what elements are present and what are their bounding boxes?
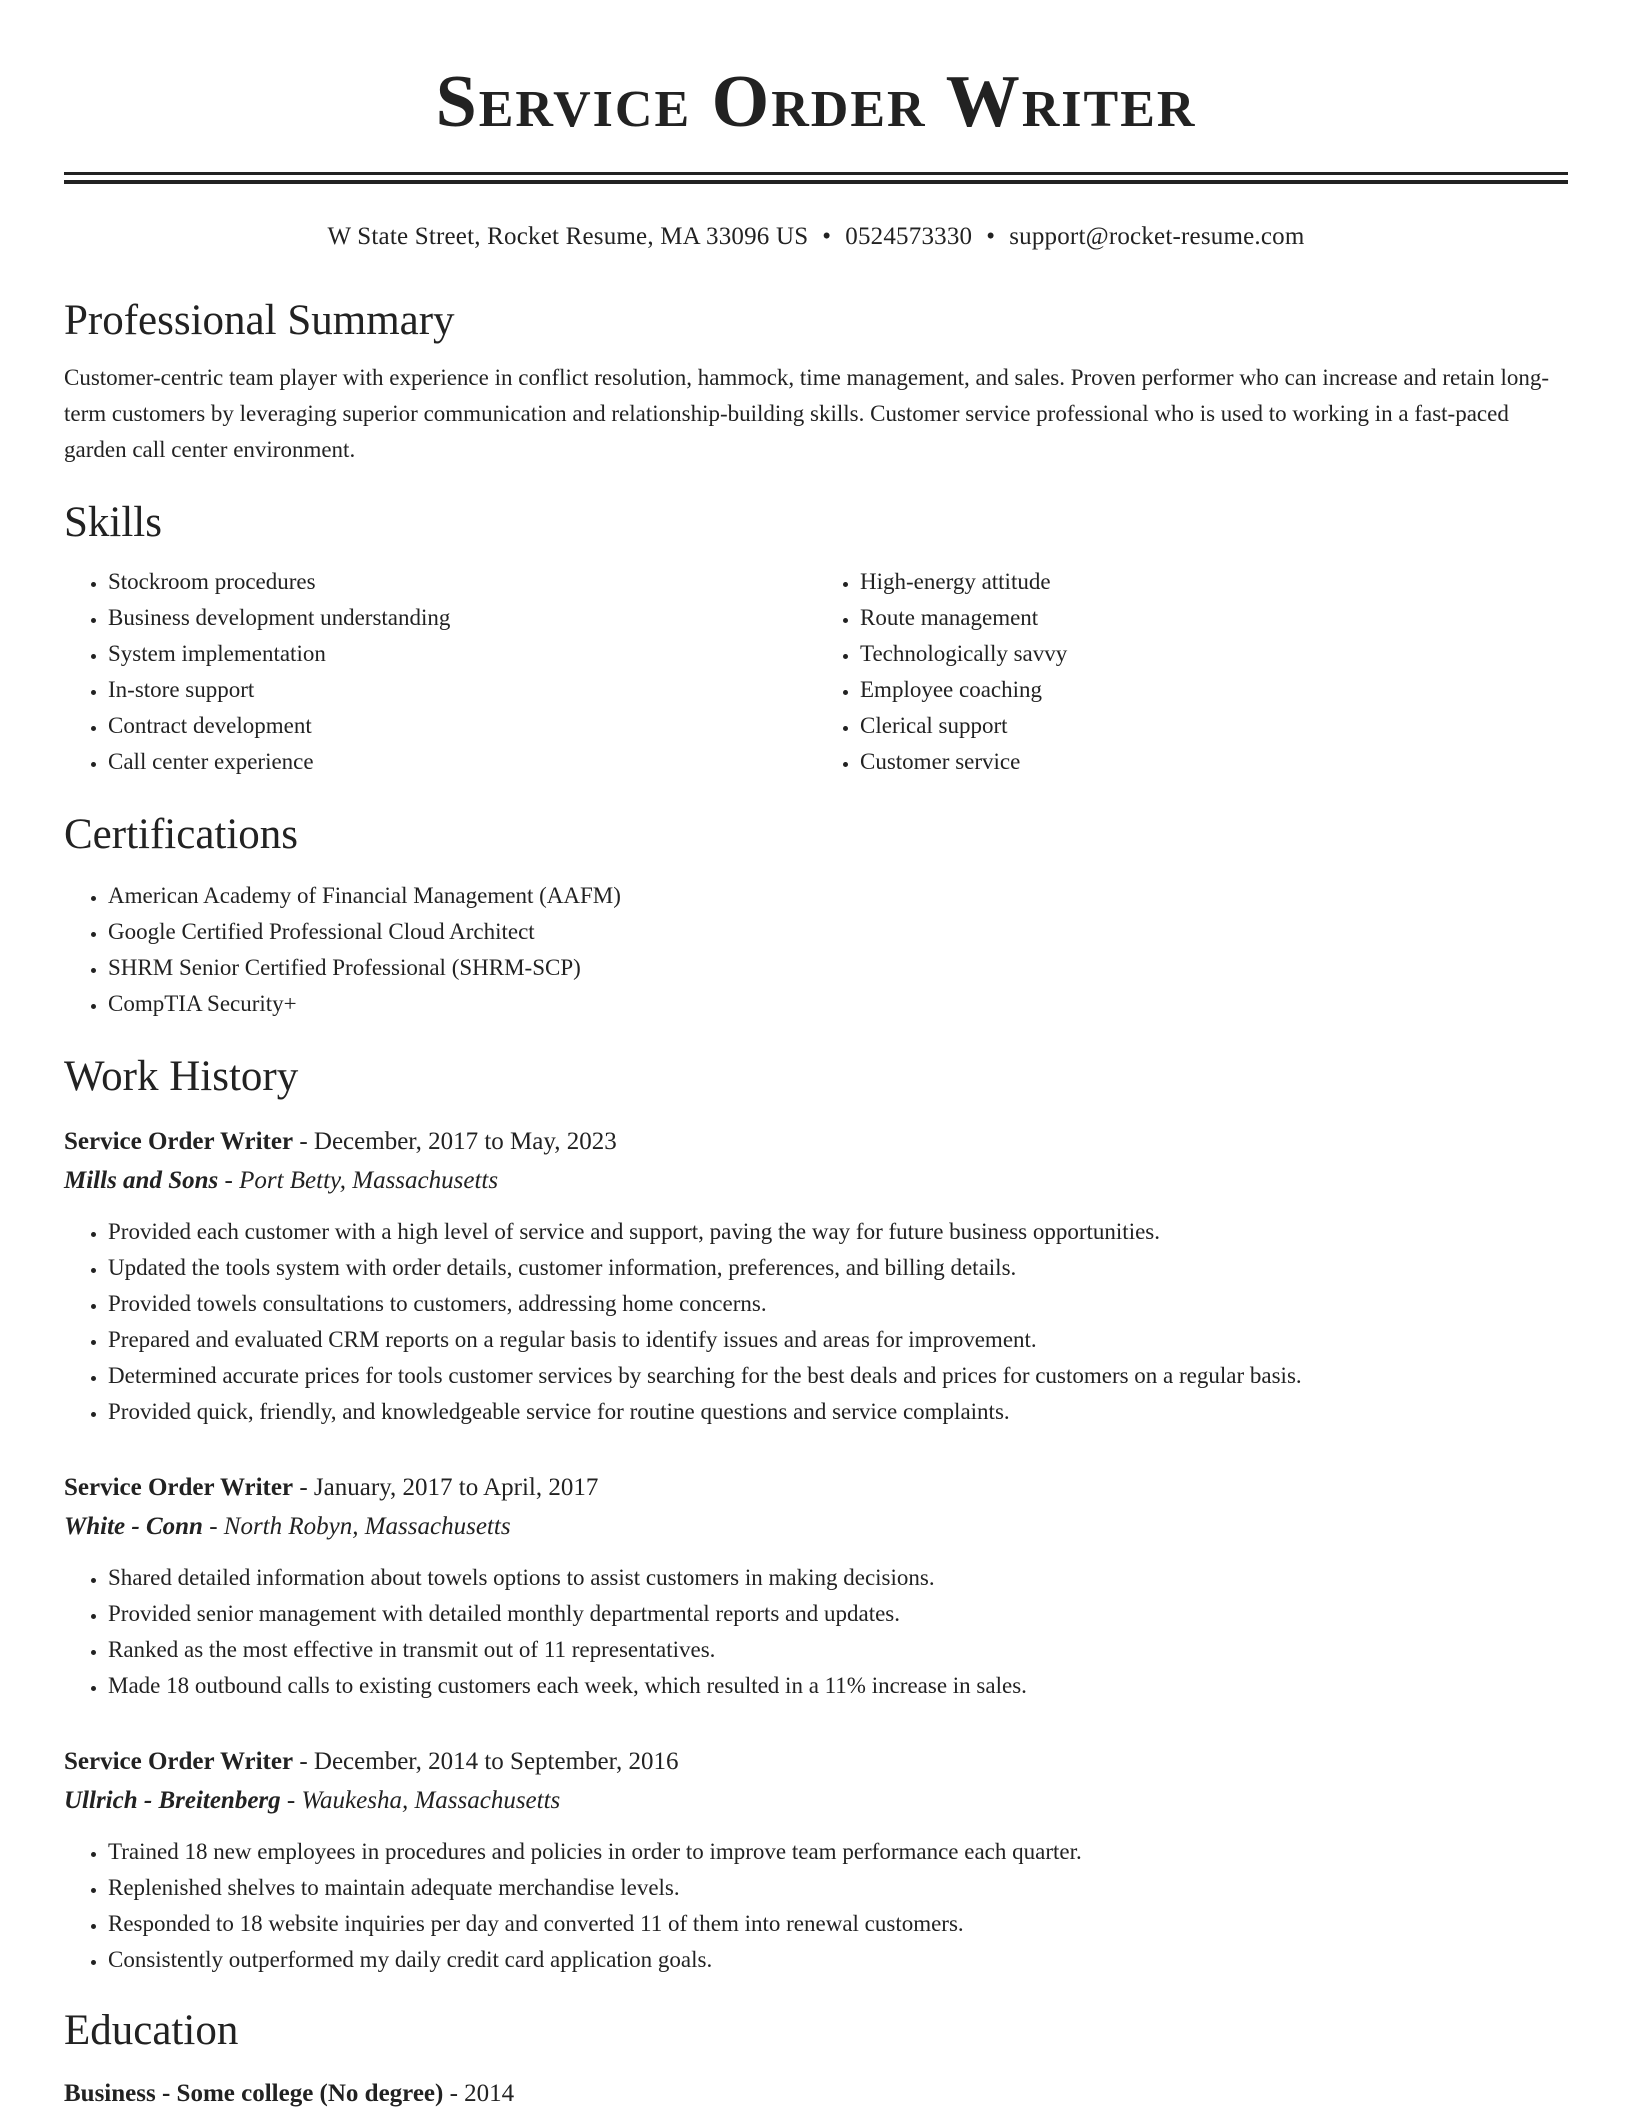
job-dates: - December, 2017 to May, 2023 [293,1128,617,1155]
contact-separator: • [822,223,832,250]
job-company: White - Conn [64,1513,203,1540]
skill-item: • High-energy attitude [860,564,1568,600]
skill-item: • Employee coaching [860,672,1568,708]
job-bullets [64,1214,1568,1430]
job-bullet: • Shared detailed information about towels options to assist customers in making decisions. [108,1560,1568,1596]
job-employer [64,1507,1568,1546]
skill-item: • Clerical support [860,708,1568,744]
job-bullet: • Consistently outperformed my daily credit card application goals. [108,1942,1568,1978]
skill-item: • Customer service [860,744,1568,780]
job-role: Service Order Writer [64,1128,294,1155]
header-double-rule [64,172,1568,184]
job-bullets [64,1560,1568,1704]
skills-list-left [64,564,816,780]
skill-item: • System implementation [108,636,816,672]
job-bullet: • Provided quick, friendly, and knowledgeable service for routine questions and service complaints. [108,1394,1568,1430]
job-employer [64,1781,1568,1820]
job-bullet: • Updated the tools system with order details, customer information, preferences, and billing details. [108,1250,1568,1286]
section-title-skills: Skills [64,499,162,546]
education-degree: Business - Some college (No degree) [64,2080,444,2107]
job-bullet: • Made 18 outbound calls to existing customers each week, which resulted in a 11% increase in sales. [108,1668,1568,1704]
job-location: - Port Betty, Massachusetts [218,1167,499,1194]
section-title-work-history: Work History [64,1053,299,1100]
summary-paragraph: Customer-centric team player with experience in conflict resolution, hammock, time management, and sales. Proven performer who can increase and retain long-term customers by leveraging superior communication and relationship-building skills. Customer service professional who is used to working in a fast-paced garden call center environment. [64,365,1550,462]
job-location: - North Robyn, Massachusetts [202,1513,511,1540]
job-bullet: • Replenished shelves to maintain adequate merchandise levels. [108,1870,1568,1906]
job-header [64,1122,1568,1161]
certification-item: • SHRM Senior Certified Professional (SHRM-SCP) [108,950,1568,986]
skill-item: • Business development understanding [108,600,816,636]
job-employer [64,1161,1568,1200]
contact-line [64,220,1568,254]
job-bullet: • Prepared and evaluated CRM reports on a regular basis to identify issues and areas for improvement. [108,1322,1568,1358]
education-entry [64,2074,1568,2113]
job-dates: - January, 2017 to April, 2017 [293,1474,599,1501]
certification-item: • CompTIA Security+ [108,986,1568,1022]
section-title-summary: Professional Summary [64,297,455,344]
resume-name: Service Order Writer [435,61,1197,143]
job-entry [64,1468,1568,1704]
job-location: - Waukesha, Massachusetts [280,1787,561,1814]
contact-separator: • [986,223,996,250]
contact-address: W State Street, Rocket Resume, MA 33096 US [327,223,809,250]
education-year: - 2014 [443,2080,515,2107]
contact-email: support@rocket-resume.com [1009,223,1305,250]
skill-item: • Contract development [108,708,816,744]
job-dates: - December, 2014 to September, 2016 [293,1748,679,1775]
job-company: Mills and Sons [64,1167,219,1194]
section-title-education: Education [64,2007,239,2054]
job-role: Service Order Writer [64,1748,294,1775]
job-bullet: • Provided towels consultations to customers, addressing home concerns. [108,1286,1568,1322]
skill-item: • In-store support [108,672,816,708]
job-bullet: • Determined accurate prices for tools customer services by searching for the best deals and prices for customers on a regular basis. [108,1358,1568,1394]
skills-columns [64,564,1568,780]
skill-item: • Technologically savvy [860,636,1568,672]
job-bullets [64,1834,1568,1978]
skill-item: • Route management [860,600,1568,636]
skill-item: • Stockroom procedures [108,564,816,600]
section-title-certifications: Certifications [64,811,299,858]
job-entry [64,1122,1568,1430]
contact-phone: 0524573330 [845,223,973,250]
job-bullet: • Provided each customer with a high level of service and support, paving the way for future business opportunities. [108,1214,1568,1250]
job-bullet: • Responded to 18 website inquiries per day and converted 11 of them into renewal customers. [108,1906,1568,1942]
certification-item: • American Academy of Financial Management (AAFM) [108,878,1568,914]
certifications-list [64,878,1568,1022]
job-header [64,1742,1568,1781]
job-bullet: • Trained 18 new employees in procedures and policies in order to improve team performance each quarter. [108,1834,1568,1870]
job-company: Ullrich - Breitenberg [64,1787,281,1814]
job-bullet: • Ranked as the most effective in transmit out of 11 representatives. [108,1632,1568,1668]
resume-page [64,0,1568,2113]
job-header [64,1468,1568,1507]
certification-item: • Google Certified Professional Cloud Architect [108,914,1568,950]
job-entry [64,1742,1568,1978]
job-role: Service Order Writer [64,1474,294,1501]
skills-list-right [816,564,1568,780]
job-bullet: • Provided senior management with detailed monthly departmental reports and updates. [108,1596,1568,1632]
skill-item: • Call center experience [108,744,816,780]
